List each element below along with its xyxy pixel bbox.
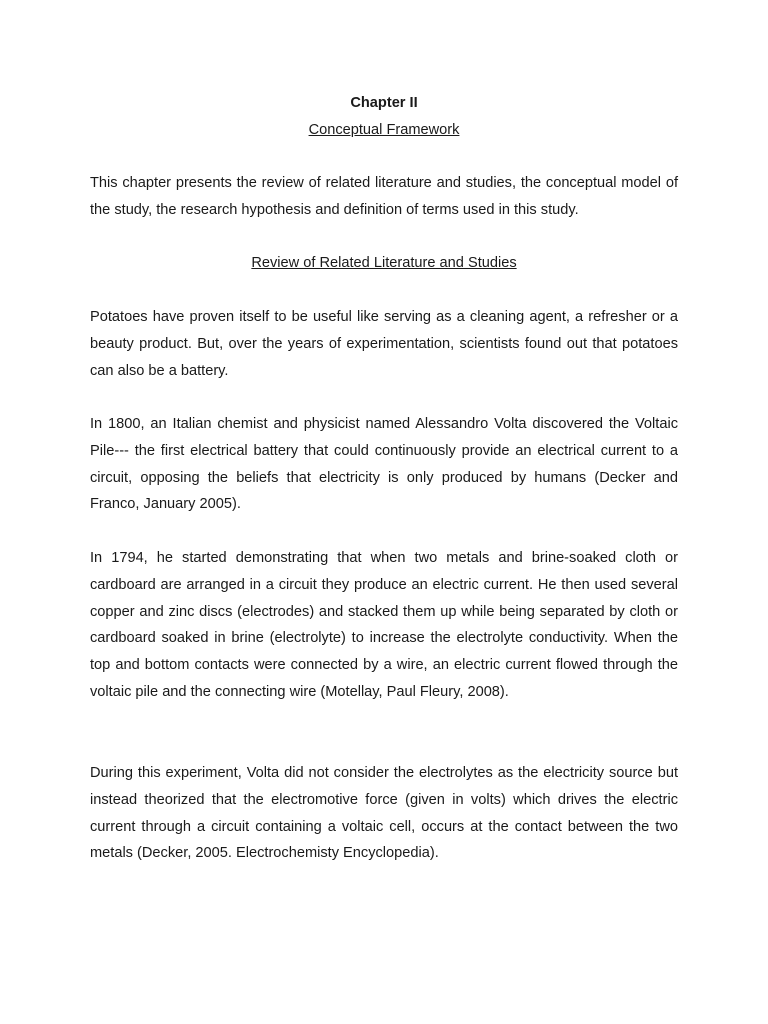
chapter-title: Chapter II <box>350 95 418 111</box>
body-paragraph-volta-1800: In 1800, an Italian chemist and physicist named Alessandro Volta discovered the Voltaic Pile--- the first electrical battery that could continuously provide an electrical current to a circuit, opposing the beliefs that electricity is only produced by humans (Decker and Franco, January 2005). <box>90 416 678 513</box>
body-paragraph-volta-1794: In 1794, he started demonstrating that when two metals and brine-soaked cloth or cardboard are arranged in a circuit they produce an electric current. He then used several copper and zinc discs (electrodes) and stacked them up while being separated by cloth or cardboard soaked in brine (electrolyte) to increase the electrolyte conductivity. When the top and bottom contacts were connected by a wire, an electric current flowed through the voltaic pile and the connecting wire (Motellay, Paul Fleury, 2008). <box>90 550 678 700</box>
body-paragraph-potatoes: Potatoes have proven itself to be useful like serving as a cleaning agent, a refresher or a beauty product. But, over the years of experimentation, scientists found out that potatoes can also be a battery. <box>90 309 678 379</box>
body-paragraph-electromotive-force: During this experiment, Volta did not consider the electrolytes as the electricity source but instead theorized that the electromotive force (given in volts) which drives the electric current through a circuit containing a voltaic cell, occurs at the contact between the two metals (Decker, 2005. Electrochemisty Encyclopedia). <box>90 765 678 862</box>
chapter-subtitle: Conceptual Framework <box>308 122 460 138</box>
intro-paragraph: This chapter presents the review of related literature and studies, the conceptual model of the study, the research hypothesis and definition of terms used in this study. <box>90 175 678 218</box>
section-heading: Review of Related Literature and Studies <box>251 255 517 271</box>
